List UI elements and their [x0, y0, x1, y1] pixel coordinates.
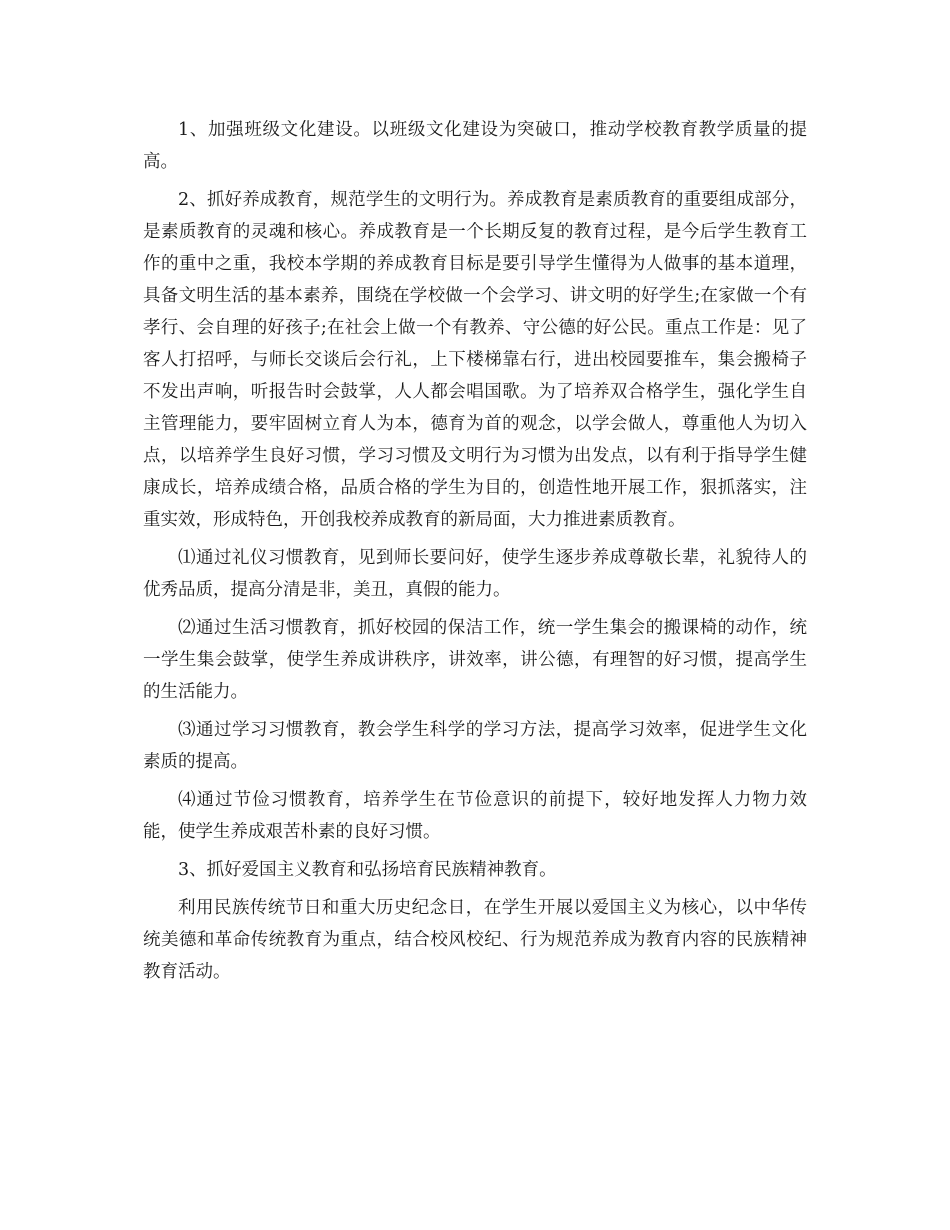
paragraph-study-habits: ⑶通过学习习惯教育，教会学生科学的学习方法，提高学习效率，促进学生文化素质的提高。 [143, 720, 807, 772]
paragraph-habit-education: 2、抓好养成教育，规范学生的文明行为。养成教育是素质教育的重要组成部分，是素质教育的灵魂和核心。养成教育是一个长期反复的教育过程，是今后学生教育工作的重中之重，我校本学期的养成教育目标是要引导学生懂得为人做事的基本道理，具备文明生活的基本素养，围绕在学校做一个会学习、讲文明的好学生;在家做一个有孝行、会自理的好孩子;在社会上做一个有教养、守公德的好公民。重点工作是：见了客人打招呼，与师长交谈后会行礼，上下楼梯靠右行，进出校园要推车，集会搬椅子不发出声响，听报告时会鼓掌，人人都会唱国歌。为了培养双合格学生，强化学生自主管理能力，要牢固树立育人为本，德育为首的观念，以学会做人，尊重他人为切入点，以培养学生良好习惯，学习习惯及文明行为习惯为出发点，以有利于指导学生健康成长，培养成绩合格，品质合格的学生为目的，创造性地开展工作，狠抓落实，注重实效，形成特色，开创我校养成教育的新局面，大力推进素质教育。 [143, 190, 807, 530]
paragraph-etiquette-habits: ⑴通过礼仪习惯教育，见到师长要问好，使学生逐步养成尊敬长辈，礼貌待人的优秀品质，提高分清是非，美丑，真假的能力。 [143, 548, 807, 600]
paragraph-thrift-habits: ⑷通过节俭习惯教育，培养学生在节俭意识的前提下，较好地发挥人力物力效能，使学生养成艰苦朴素的良好习惯。 [143, 790, 807, 842]
document-body [143, 114, 807, 994]
paragraph-class-culture: 1、加强班级文化建设。以班级文化建设为突破口，推动学校教育教学质量的提高。 [143, 120, 807, 172]
paragraph-national-spirit: 利用民族传统节日和重大历史纪念日，在学生开展以爱国主义为核心，以中华传统美德和革命传统教育为重点，结合校风校纪、行为规范养成为教育内容的民族精神教育活动。 [143, 898, 807, 982]
paragraph-patriotism-heading: 3、抓好爱国主义教育和弘扬培育民族精神教育。 [178, 860, 557, 880]
paragraph-living-habits: ⑵通过生活习惯教育，抓好校园的保洁工作，统一学生集会的搬课椅的动作，统一学生集会鼓掌，使学生养成讲秩序，讲效率，讲公德，有理智的好习惯，提高学生的生活能力。 [143, 618, 807, 702]
